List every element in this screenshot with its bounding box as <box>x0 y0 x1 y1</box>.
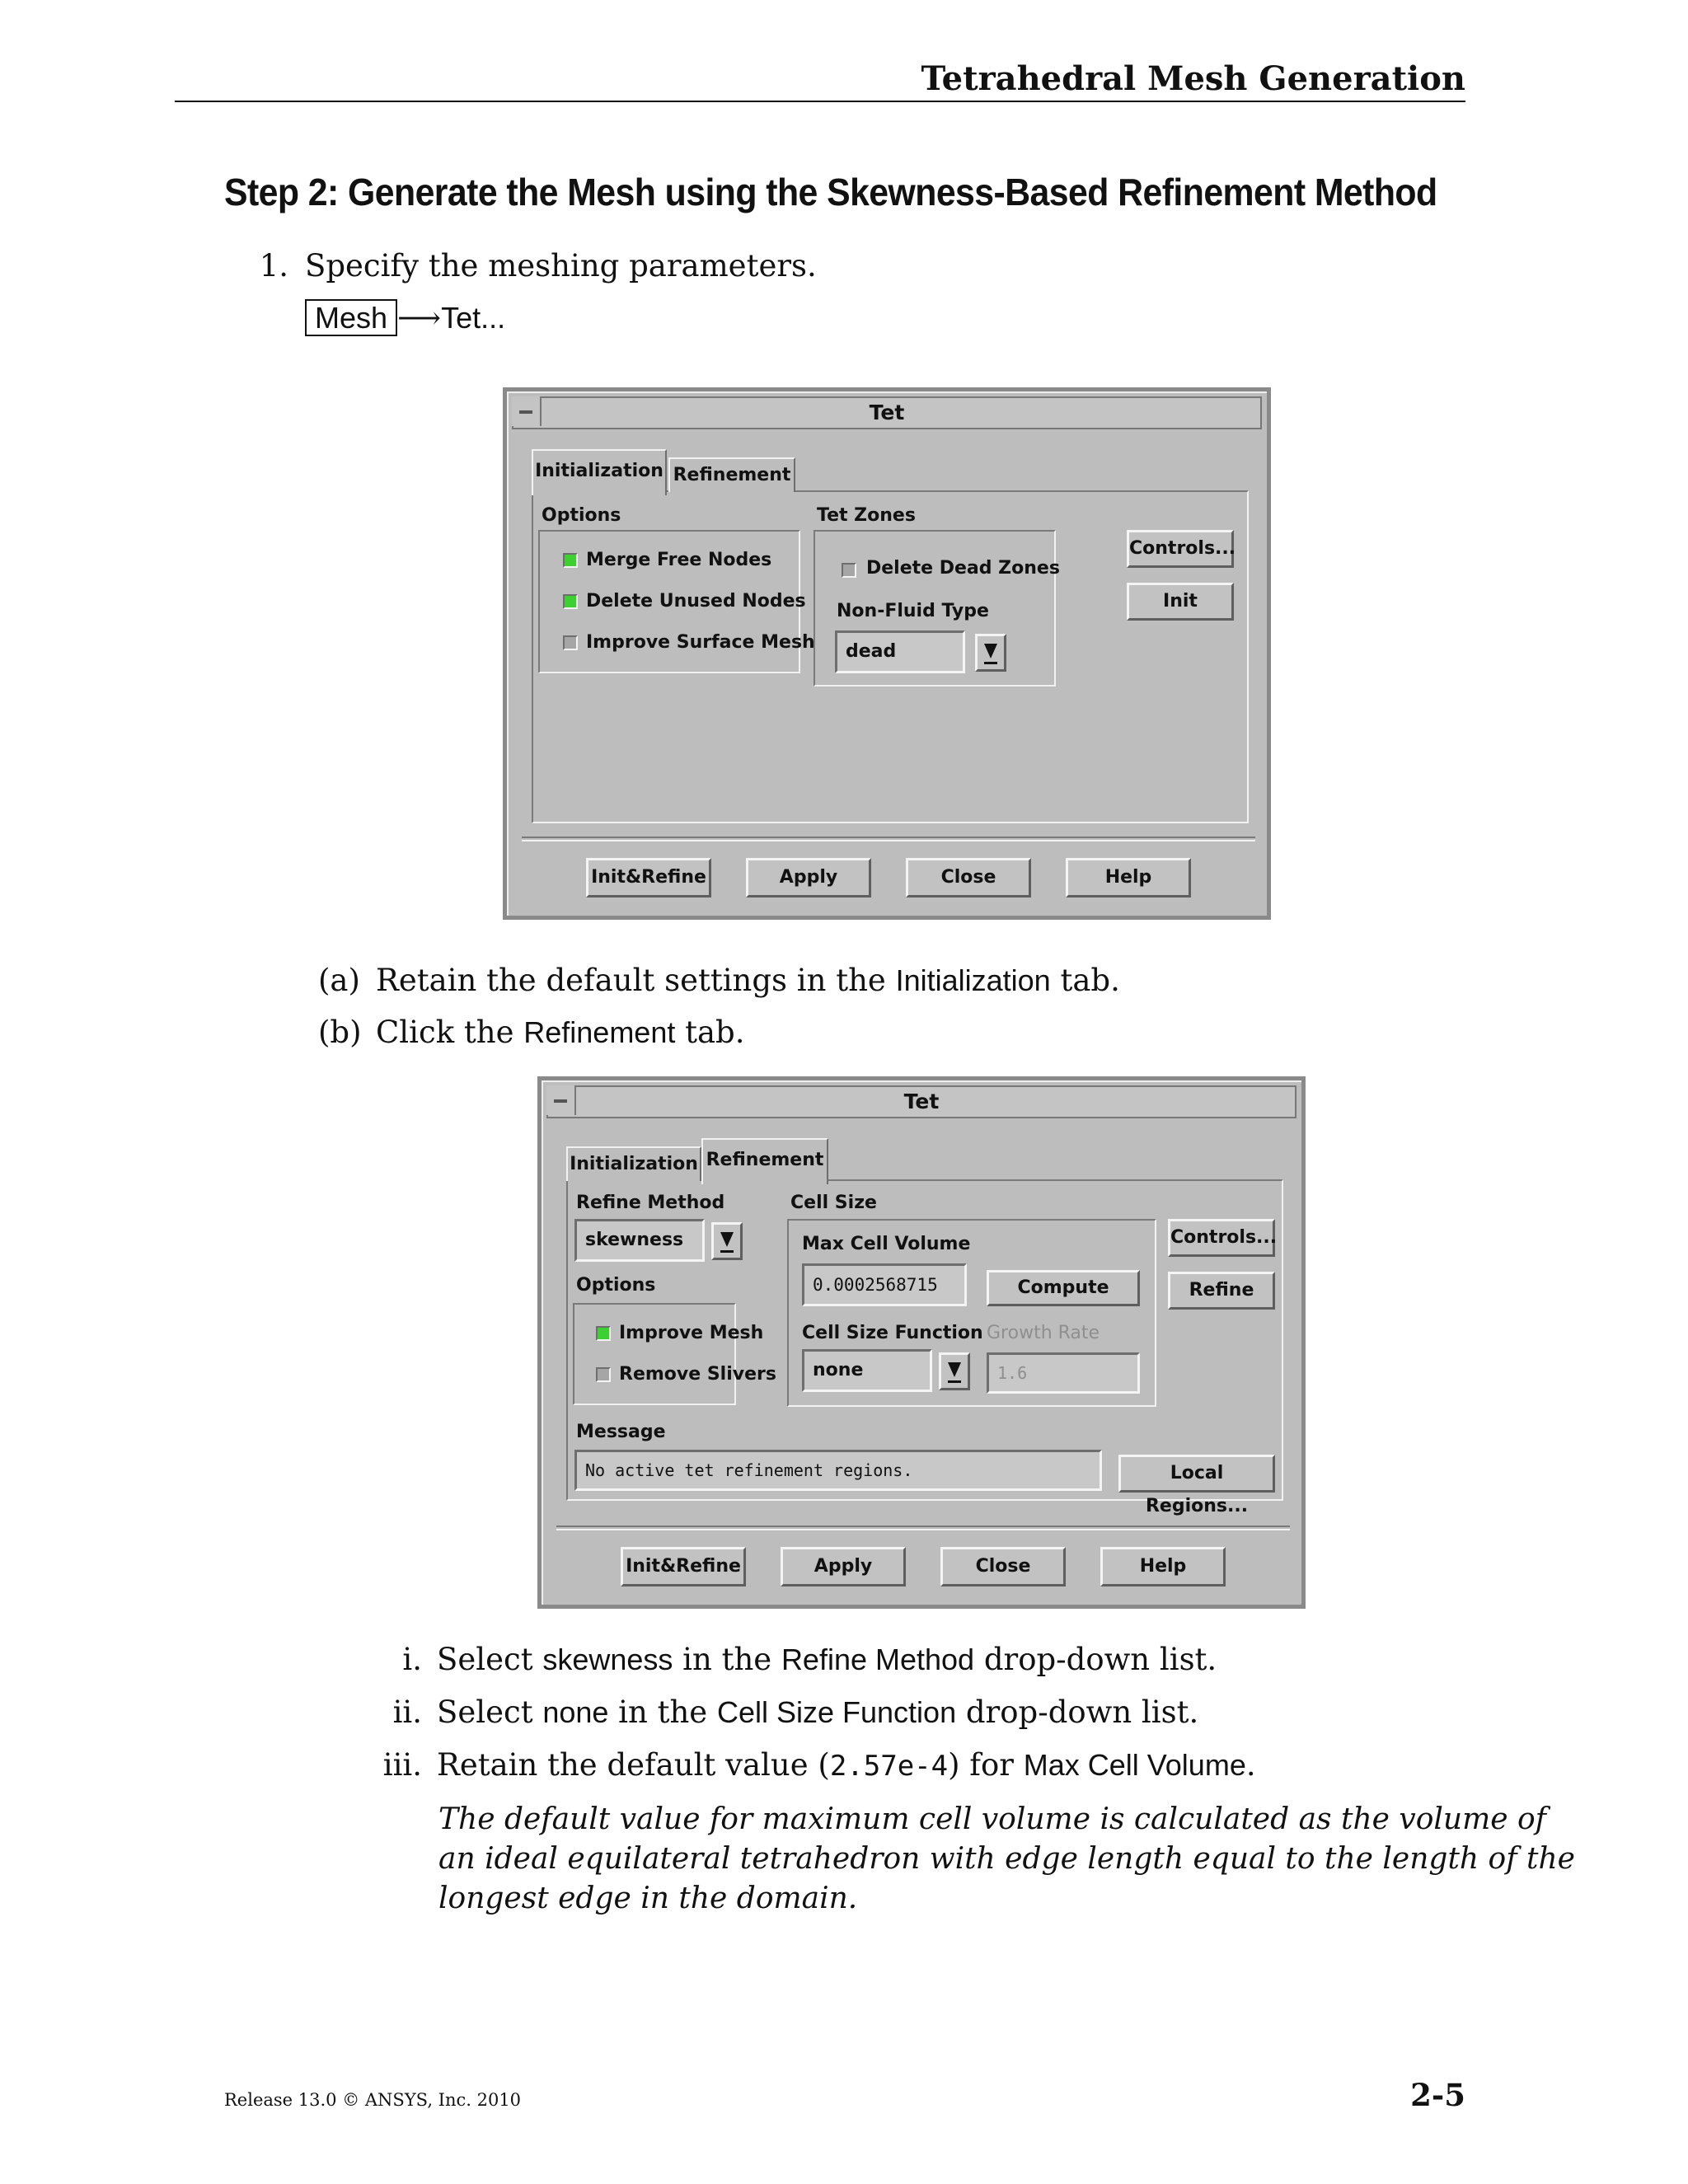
apply-button[interactable]: Apply <box>746 858 871 898</box>
cell-size-label: Cell Size <box>790 1193 877 1213</box>
refine-method-field[interactable]: skewness <box>574 1219 705 1262</box>
delete-dead-zones-checkbox[interactable] <box>842 563 856 578</box>
sub-ii-pre: Select <box>437 1694 543 1730</box>
sub-ii-gui1: none <box>542 1695 609 1729</box>
delete-unused-nodes-checkbox[interactable] <box>563 594 578 609</box>
step-b-text <box>376 1013 745 1052</box>
delete-unused-nodes-label: Delete Unused Nodes <box>586 591 806 612</box>
step-b-gui: Refinement <box>523 1015 676 1049</box>
sub-i-pre: Select <box>437 1642 543 1677</box>
sub-iii-pre: Retain the default value ( <box>437 1747 830 1783</box>
init-button[interactable]: Init <box>1127 583 1234 621</box>
window-menu-icon[interactable] <box>546 1085 576 1115</box>
running-header: Tetrahedral Mesh Generation <box>921 59 1465 98</box>
footer-release: Release 13.0 © ANSYS, Inc. 2010 <box>224 2090 522 2110</box>
cell-size-function-label: Cell Size Function <box>802 1323 983 1343</box>
window-menu-icon[interactable] <box>512 396 542 426</box>
tet-zones-label: Tet Zones <box>817 505 916 526</box>
note-line: an ideal equilateral tetrahedron with edge length equal to the length of the <box>438 1842 1575 1876</box>
step-b-marker: (b) <box>318 1015 362 1050</box>
refine-method-label: Refine Method <box>576 1193 725 1213</box>
non-fluid-type-label: Non-Fluid Type <box>837 601 989 621</box>
menu-mesh: Mesh <box>305 299 397 336</box>
sub-i-mid: in the <box>673 1642 781 1677</box>
controls-button[interactable]: Controls... <box>1168 1219 1275 1257</box>
remove-slivers-checkbox[interactable] <box>596 1367 611 1382</box>
tab-initialization[interactable]: Initialization <box>566 1146 701 1181</box>
sub-ii-gui2: Cell Size Function <box>716 1695 957 1729</box>
non-fluid-type-dropdown-icon[interactable] <box>975 634 1006 672</box>
step-a-pre: Retain the default settings in the <box>376 963 896 998</box>
init-refine-button[interactable]: Init&Refine <box>621 1547 746 1586</box>
improve-mesh-label: Improve Mesh <box>619 1323 764 1343</box>
refine-method-dropdown-icon[interactable] <box>711 1222 743 1260</box>
growth-rate-input[interactable]: 1.6 <box>987 1352 1140 1394</box>
options-label: Options <box>576 1275 656 1296</box>
help-button[interactable]: Help <box>1100 1547 1226 1586</box>
menu-tet: Tet... <box>441 301 506 335</box>
local-regions-button[interactable]: Local Regions... <box>1118 1455 1275 1493</box>
non-fluid-type-field[interactable]: dead <box>835 630 965 673</box>
growth-rate-label: Growth Rate <box>987 1323 1100 1343</box>
sub-i-post: drop-down list. <box>974 1642 1217 1677</box>
sub-i-gui2: Refine Method <box>781 1643 975 1676</box>
item-text: Specify the meshing parameters. <box>305 248 817 284</box>
message-label: Message <box>576 1422 666 1442</box>
max-cell-volume-input[interactable]: 0.0002568715 <box>802 1263 967 1306</box>
close-button[interactable]: Close <box>940 1547 1066 1586</box>
refine-button[interactable]: Refine <box>1168 1272 1275 1310</box>
sub-ii-marker: ii. <box>392 1694 422 1730</box>
cell-size-function-dropdown-icon[interactable] <box>939 1352 970 1390</box>
controls-button[interactable]: Controls... <box>1127 530 1234 568</box>
step-b-post: tab. <box>675 1015 745 1050</box>
tab-refinement[interactable]: Refinement <box>701 1138 828 1184</box>
remove-slivers-label: Remove Slivers <box>619 1364 776 1385</box>
page-number: 2-5 <box>1410 2077 1465 2113</box>
max-cell-volume-label: Max Cell Volume <box>802 1234 971 1254</box>
options-label: Options <box>542 505 621 526</box>
sub-ii-text <box>437 1693 1198 1732</box>
tet-dialog-refinement <box>537 1076 1306 1609</box>
dialog-title: Tet <box>546 1085 1296 1118</box>
step-a-gui: Initialization <box>895 963 1051 997</box>
sub-ii-post: drop-down list. <box>956 1694 1199 1730</box>
dialog-title: Tet <box>512 396 1262 429</box>
message-field: No active tet refinement regions. <box>574 1450 1102 1491</box>
tet-dialog-initialization <box>503 387 1271 920</box>
improve-surface-mesh-label: Improve Surface Mesh <box>586 632 815 653</box>
sub-iii-mid: ) for <box>948 1747 1024 1783</box>
sub-ii-mid: in the <box>608 1694 717 1730</box>
init-refine-button[interactable]: Init&Refine <box>586 858 711 898</box>
step-a-post: tab. <box>1050 963 1120 998</box>
separator <box>522 837 1255 841</box>
note-line: longest edge in the domain. <box>438 1882 858 1915</box>
tab-initialization[interactable]: Initialization <box>532 449 667 495</box>
merge-free-nodes-label: Merge Free Nodes <box>586 550 772 570</box>
options-panel <box>573 1303 736 1405</box>
help-button[interactable]: Help <box>1066 858 1191 898</box>
sub-iii-code: 2.57e-4 <box>829 1750 949 1783</box>
sub-i-marker: i. <box>402 1642 422 1677</box>
improve-surface-mesh-checkbox[interactable] <box>563 635 578 650</box>
tab-refinement[interactable]: Refinement <box>668 457 795 492</box>
note-line: The default value for maximum cell volume is calculated as the volume of <box>438 1802 1546 1836</box>
menu-path <box>305 298 505 338</box>
sub-iii-post: . <box>1245 1747 1256 1783</box>
menu-arrow: ⟶ <box>397 300 442 335</box>
step-a-marker: (a) <box>318 963 360 998</box>
cell-size-function-field[interactable]: none <box>802 1349 932 1392</box>
sub-iii-marker: iii. <box>382 1747 422 1783</box>
header-rule <box>175 101 1465 102</box>
sub-i-text <box>437 1640 1217 1680</box>
step-b-pre: Click the <box>376 1015 524 1050</box>
compute-button[interactable]: Compute <box>987 1270 1140 1306</box>
separator <box>556 1526 1290 1530</box>
step-a-text <box>376 961 1120 1001</box>
sub-iii-text <box>437 1746 1256 1786</box>
delete-dead-zones-label: Delete Dead Zones <box>866 558 1060 579</box>
merge-free-nodes-checkbox[interactable] <box>563 553 578 568</box>
close-button[interactable]: Close <box>906 858 1031 898</box>
improve-mesh-checkbox[interactable] <box>596 1326 611 1341</box>
sub-iii-gui: Max Cell Volume <box>1023 1748 1246 1782</box>
apply-button[interactable]: Apply <box>781 1547 906 1586</box>
step-heading: Step 2: Generate the Mesh using the Skewness-Based Refinement Method <box>224 171 1437 213</box>
list-number: 1. <box>259 248 288 284</box>
sub-i-gui1: skewness <box>542 1643 673 1676</box>
